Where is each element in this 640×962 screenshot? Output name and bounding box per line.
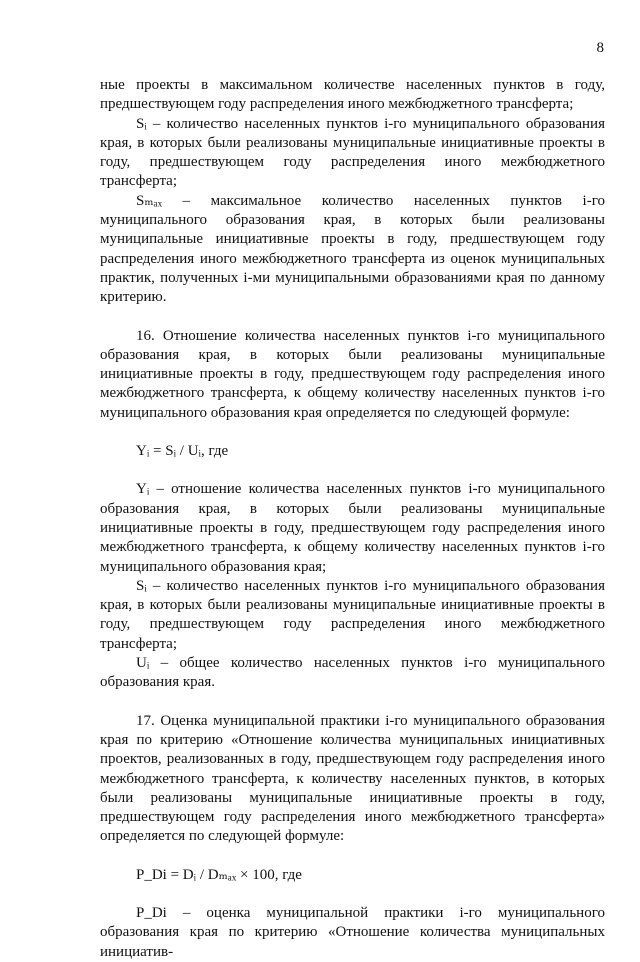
- paragraph-spacer: [100, 461, 605, 480]
- paragraph-spacer: [100, 693, 605, 712]
- formula-line: Yᵢ = Sᵢ / Uᵢ, где: [136, 443, 229, 460]
- page-number: 8: [596, 40, 604, 56]
- document-body: [100, 76, 605, 962]
- paragraph: Sᵢ – количество населенных пунктов i-го муниципального образования края, в которых были реализованы муниципальные инициативные проекты в году, предшествующем году распределения иного межбюджетного трансферта;: [100, 115, 605, 190]
- paragraph: Sᵢ – количество населенных пунктов i-го муниципального образования края, в которых были реализованы муниципальные инициативные проекты в году, предшествующем году распределения иного межбюджетного трансферта;: [100, 577, 605, 652]
- paragraph-spacer: [100, 308, 605, 327]
- paragraph: 16. Отношение количества населенных пунктов i-го муниципального образования края, в которых были реализованы муниципальные инициативные проекты в году, предшествующем году распределения иного межбюджетного трансферта, к общему количеству населенных пунктов i-го муниципального образования края определяется по следующей формуле:: [100, 327, 605, 421]
- paragraph: Yᵢ – отношение количества населенных пунктов i-го муниципального образования края, в которых были реализованы муниципальные инициативные проекты в году, предшествующем году распределения иного межбюджетного трансферта, к общему количеству населенных пунктов i-го муниципального образования края;: [100, 481, 605, 575]
- paragraph: P_Di – оценка муниципальной практики i-го муниципального образования края по критерию «Отношение количества муниципальных инициатив-: [100, 904, 605, 960]
- formula-line: P_Di = Dᵢ / Dₘₐₓ × 100, где: [136, 866, 302, 883]
- paragraph-spacer: [100, 847, 605, 866]
- paragraph: 17. Оценка муниципальной практики i-го муниципального образования края по критерию «Отношение количества муниципальных инициативных проектов, реализованных в году, предшествующем году распределения иного межбюджетного трансферта, к количеству населенных пунктов, в которых были реализованы муниципальные инициативные проекты в году, предшествующем году распределения иного межбюджетного трансферта» определяется по следующей формуле:: [100, 712, 605, 845]
- paragraph: ные проекты в максимальном количестве населенных пунктов в году, предшествующем году распределения иного межбюджетного трансферта;: [100, 77, 605, 113]
- paragraph-spacer: [100, 423, 605, 442]
- paragraph: Sₘₐₓ – максимальное количество населенных пунктов i-го муниципального образования края, в которых были реализованы муниципальные инициативные проекты в году, предшествующем году распределения иного межбюджетного трансферта из оценок муниципальных практик, полученных i-ми муниципальными образованиями края по данному критерию.: [100, 192, 605, 306]
- paragraph-spacer: [100, 885, 605, 904]
- paragraph: Uᵢ – общее количество населенных пунктов i-го муниципального образования края.: [100, 655, 605, 691]
